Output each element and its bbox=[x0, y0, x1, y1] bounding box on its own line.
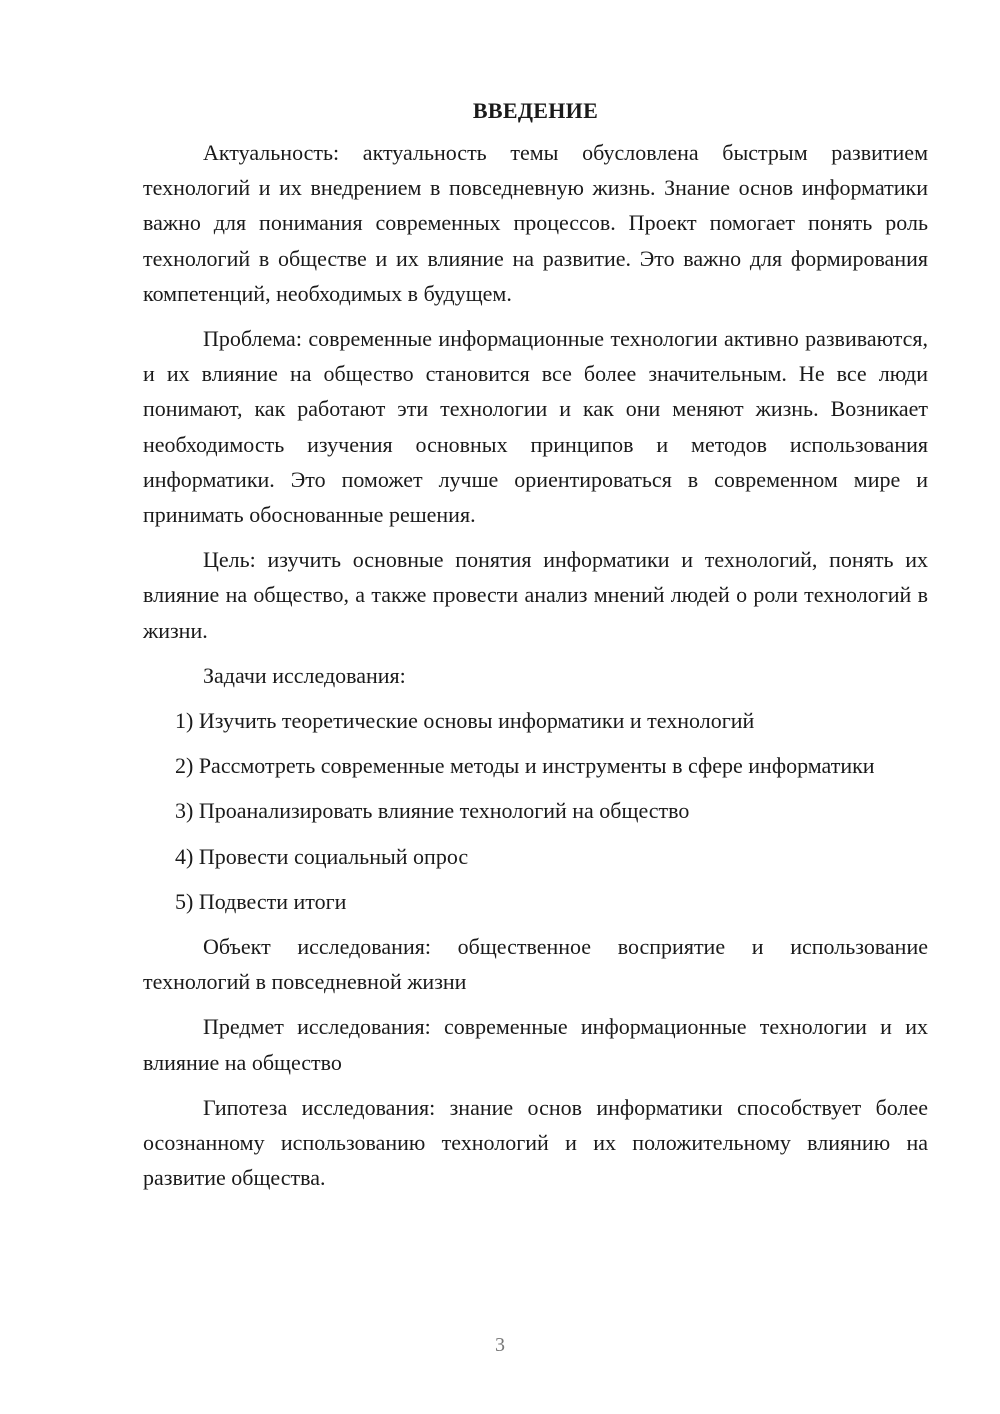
problem-paragraph: Проблема: современные информационные технологии активно развиваются, и их влияние на общество становится все более значительным. Не все люди понимают, как работают эти технологии и как они меняют жизнь. Возникает необходимость изучения основных принципов и методов использования информатики. Это поможет лучше ориентироваться в современном мире и принимать обоснованные решения. bbox=[143, 326, 928, 528]
relevance-paragraph: Актуальность: актуальность темы обусловлена быстрым развитием технологий и их внедрением в повседневную жизнь. Знание основ информатики важно для понимания современных процессов. Проект помогает понять роль технологий в обществе и их влияние на развитие. Это важно для формирования компетенций, необходимых в будущем. bbox=[143, 140, 928, 306]
task-item-1: 1) Изучить теоретические основы информатики и технологий bbox=[175, 708, 755, 734]
tasks-heading: Задачи исследования: bbox=[203, 662, 406, 688]
task-item-3: 3) Проанализировать влияние технологий на общество bbox=[175, 798, 690, 824]
subject-paragraph: Предмет исследования: современные информационные технологии и их влияние на общество bbox=[143, 1014, 928, 1075]
page-content bbox=[143, 97, 928, 1205]
hypothesis-paragraph: Гипотеза исследования: знание основ информатики способствует более осознанному использованию технологий и их положительному влиянию на развитие общества. bbox=[143, 1094, 928, 1191]
task-item-5: 5) Подвести итоги bbox=[175, 888, 347, 914]
page-number: 3 bbox=[495, 1334, 505, 1356]
task-item-2: 2) Рассмотреть современные методы и инструменты в сфере информатики bbox=[175, 753, 875, 779]
section-title: ВВЕДЕНИЕ bbox=[472, 98, 599, 123]
object-paragraph: Объект исследования: общественное восприятие и использование технологий в повседневной жизни bbox=[143, 934, 928, 995]
goal-paragraph: Цель: изучить основные понятия информатики и технологий, понять их влияние на общество, а также провести анализ мнений людей о роли технологий в жизни. bbox=[143, 547, 928, 643]
task-item-4: 4) Провести социальный опрос bbox=[175, 843, 469, 869]
